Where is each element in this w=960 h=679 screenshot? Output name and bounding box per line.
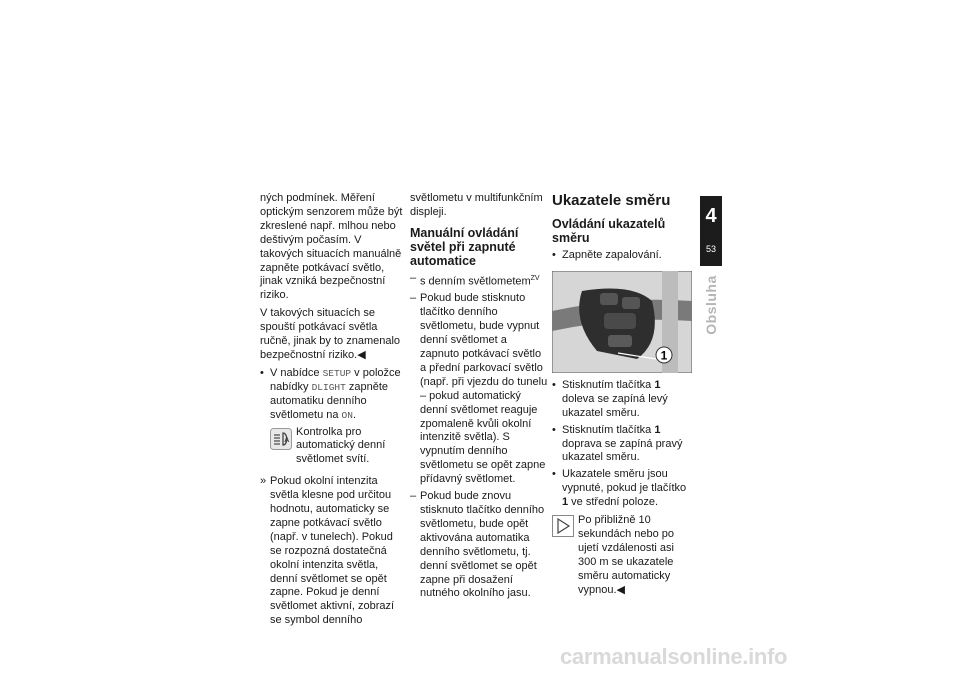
list-item: • Zapněte zapalování. xyxy=(552,249,692,263)
text-column-3 xyxy=(552,192,692,598)
chapter-label: Obsluha xyxy=(703,275,719,335)
indicator-note: A Kontrolka pro automatický denní světlomet svítí. xyxy=(270,426,404,468)
daytime-light-indicator-icon xyxy=(270,428,292,450)
section-heading: Manuální ovládání světel při zapnuté automatice xyxy=(410,225,519,268)
chapter-number: 4 xyxy=(705,205,717,227)
callout-label: 1 xyxy=(660,348,668,363)
svg-text:A: A xyxy=(284,436,290,444)
list-item: – Pokud bude znovu stisknuto tlačítko denního světlometu, bude opět aktivována automatika denního světlometu, tj. denní světlomet se opět zapne při dosažení nutného okolního jasu. xyxy=(410,490,548,601)
triangle-note-icon xyxy=(552,515,574,537)
text-column-2 xyxy=(410,192,548,604)
menu-name: SETUP xyxy=(322,367,352,379)
list-item: – s denním světlometem$^{ZV}$ xyxy=(410,272,548,290)
menu-value: ON xyxy=(341,409,353,421)
list-item: • V nabídce SETUP v položce nabídky DLIGHT zapněte automatiku denního světlometu na ON. xyxy=(260,367,404,423)
menu-item-name: DLIGHT xyxy=(311,381,346,393)
paragraph: ných podmínek. Měření optickým senzorem může být zkreslené např. mlhou nebo deštivým počasím. V takových situacích manuálně zapněte potkávací světlo, jinak vzniká bezpečnostní riziko. xyxy=(260,192,403,302)
section-subtitle: Ovládání ukazatelů směru xyxy=(552,217,666,245)
list-item: • Stisknutím tlačítka 1 doleva se zapíná levý ukazatel směru. xyxy=(552,379,692,421)
list-item: • Ukazatele směru jsou vypnuté, pokud je tlačítko 1 ve střední poloze. xyxy=(552,468,692,510)
handlebar-switch-photo xyxy=(552,271,692,373)
page-number: 53 xyxy=(705,244,716,254)
list-item: • Stisknutím tlačítka 1 doprava se zapíná pravý ukazatel směru. xyxy=(552,424,692,466)
paragraph: světlometu v multifunkčním displeji. xyxy=(410,192,543,218)
section-title: Ukazatele směru xyxy=(552,192,671,209)
chapter-marker xyxy=(700,196,722,266)
end-mark-icon: ◀ xyxy=(357,348,366,361)
watermark: carmanualsonline.info xyxy=(560,644,788,669)
option-mark: ZV xyxy=(530,274,540,282)
text-column-1 xyxy=(260,192,404,631)
paragraph: V takových situacích se spouští potkávací světla ručně, jinak by to znamenalo bezpečnostní riziko.◀ xyxy=(260,307,401,361)
info-note: Po přibližně 10 sekundách nebo po ujetí vzdálenosti asi 300 m se ukazatele směru automaticky vypnou.◀ xyxy=(552,514,692,597)
list-item: – Pokud bude stisknuto tlačítko denního světlometu, bude vypnut denní světlomet a zapnuto potkávací světlo a přední parkovací světlo (např. při vjezdu do tunelu – pokud automatický denní světlomet reaguje zpomaleně kvůli okolní intenzitě světla). S vypnutím denního světlometu se opět zapne přídavný světlomet. xyxy=(410,292,548,487)
result-item: » Pokud okolní intenzita světla klesne pod určitou hodnotu, automaticky se zapne potkávací světlo (např. v tunelech). Pokud se rozpozná dostatečná okolní intenzita světla, denní světlomet se opět zapne. Pokud je denní světlomet aktivní, zobrazí se symbol denního xyxy=(260,475,404,628)
end-mark-icon: ◀ xyxy=(616,583,625,596)
